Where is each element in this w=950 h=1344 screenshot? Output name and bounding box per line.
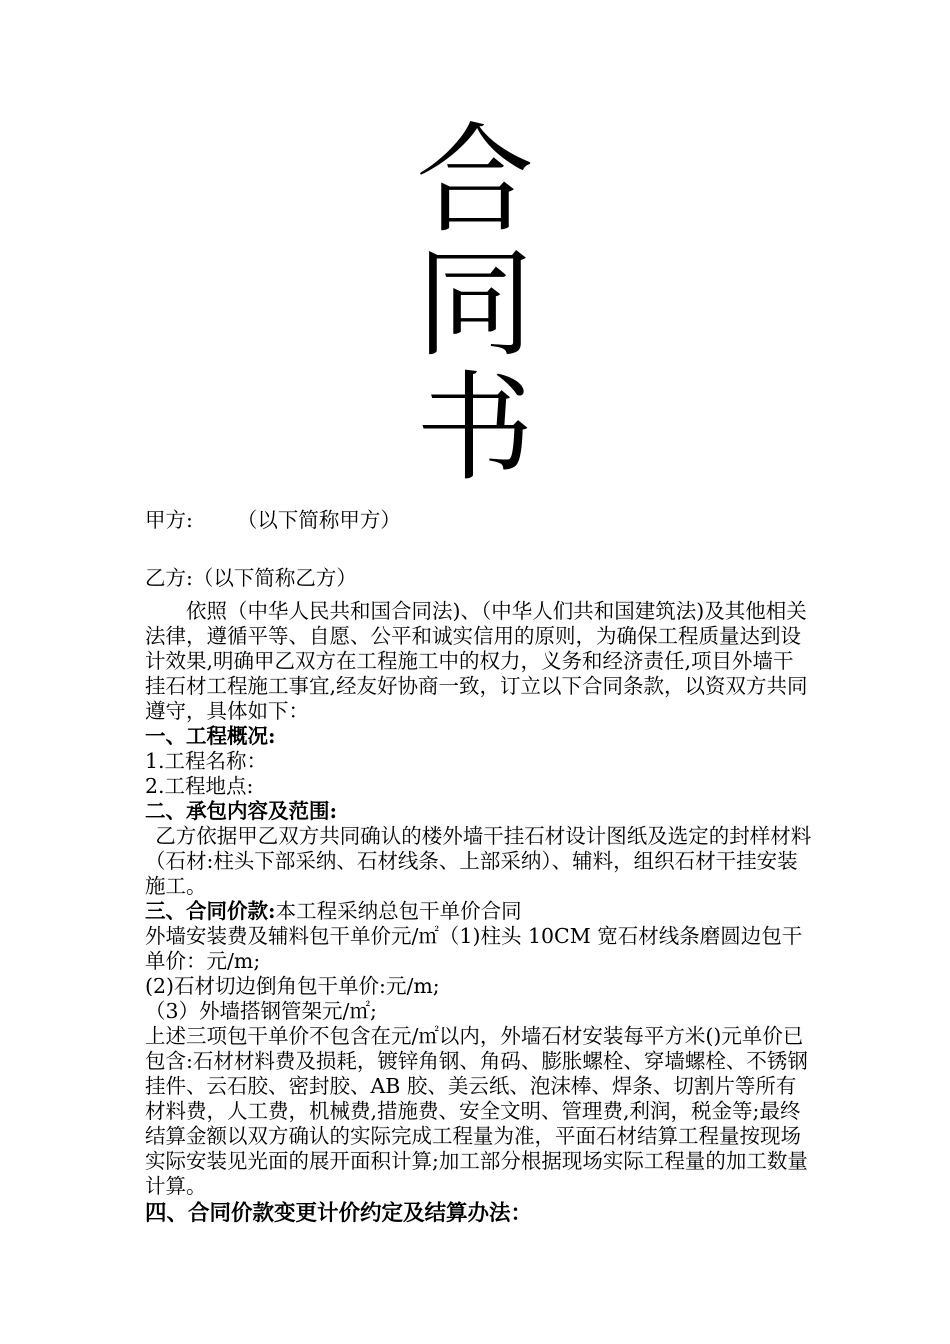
section4-heading: 四、合同价款变更计价约定及结算办法：	[145, 1201, 533, 1226]
section3-heading-line	[145, 899, 813, 924]
project-name-line: 1.工程名称：	[145, 749, 268, 773]
party-a-note: （以下简称甲方）	[236, 508, 401, 532]
preamble-paragraph: 依照（中华人民共和国合同法)、（中华人们共和国建筑法)及其他相关法律，遵循平等、自愿、公平和诚实信用的原则，为确保工程质量达到设计效果,明确甲乙双方在工程施工中的权力，义务和经济责任,项目外墙干挂石材工程施工事宜,经友好协商一致，订立以下合同条款，以资双方共同遵守，具体如下：	[145, 599, 808, 723]
party-a-line	[145, 508, 813, 533]
section3-line3: （3）外墙搭钢管架元/㎡;	[145, 999, 377, 1023]
contract-body	[145, 508, 813, 1226]
section1-heading: 一、工程概况:	[145, 724, 276, 748]
section2-paragraph: 乙方依据甲乙双方共同确认的楼外墙干挂石材设计图纸及选定的封样材料（石材:柱头下部采纳、石材线条、上部采纳）、辅料，组织石材干挂安装施工。	[145, 824, 812, 898]
party-b-label: 乙方:	[145, 566, 193, 590]
party-a-label: 甲方:	[145, 508, 193, 532]
section3-line2: (2)石材切边倒角包干单价:元/m;	[145, 974, 440, 998]
section3-line4: 上述三项包干单价不包含在元/㎡以内，外墙石材安装每平方米()元单价已包含:石材材料费及损耗，镀锌角钢、角码、膨胀螺栓、穿墙螺栓、不锈钢挂件、云石胶、密封胶、AB 胶、美云纸、泡沫棒、焊条、切割片等所有材料费，人工费，机械费,措施费、安全文明、管理费,利润，税金等;最终结算金额以双方确认的实际完成工程量为准，平面石材结算工程量按现场实际安装见光面的展开面积计算;加工部分根据现场实际工程量的加工数量计算。	[145, 1024, 808, 1198]
title-char-2: 同	[415, 235, 534, 373]
party-b-line	[145, 566, 813, 591]
section3-line1: 外墙安装费及辅料包干单价元/㎡（1)柱头 10CM 宽石材线条磨圆边包干单价：元/m;	[145, 924, 803, 973]
project-location-line: 2.工程地点:	[145, 774, 254, 798]
title-char-3: 书	[415, 359, 534, 497]
section2-heading: 二、承包内容及范围:	[145, 799, 338, 823]
document-title	[400, 111, 550, 497]
section3-heading: 三、合同价款:	[145, 899, 276, 923]
section3-heading-tail: 本工程采纳总包干单价合同	[275, 899, 522, 923]
title-char-1: 合	[415, 111, 534, 249]
party-b-note: （以下简称乙方）	[192, 566, 357, 590]
